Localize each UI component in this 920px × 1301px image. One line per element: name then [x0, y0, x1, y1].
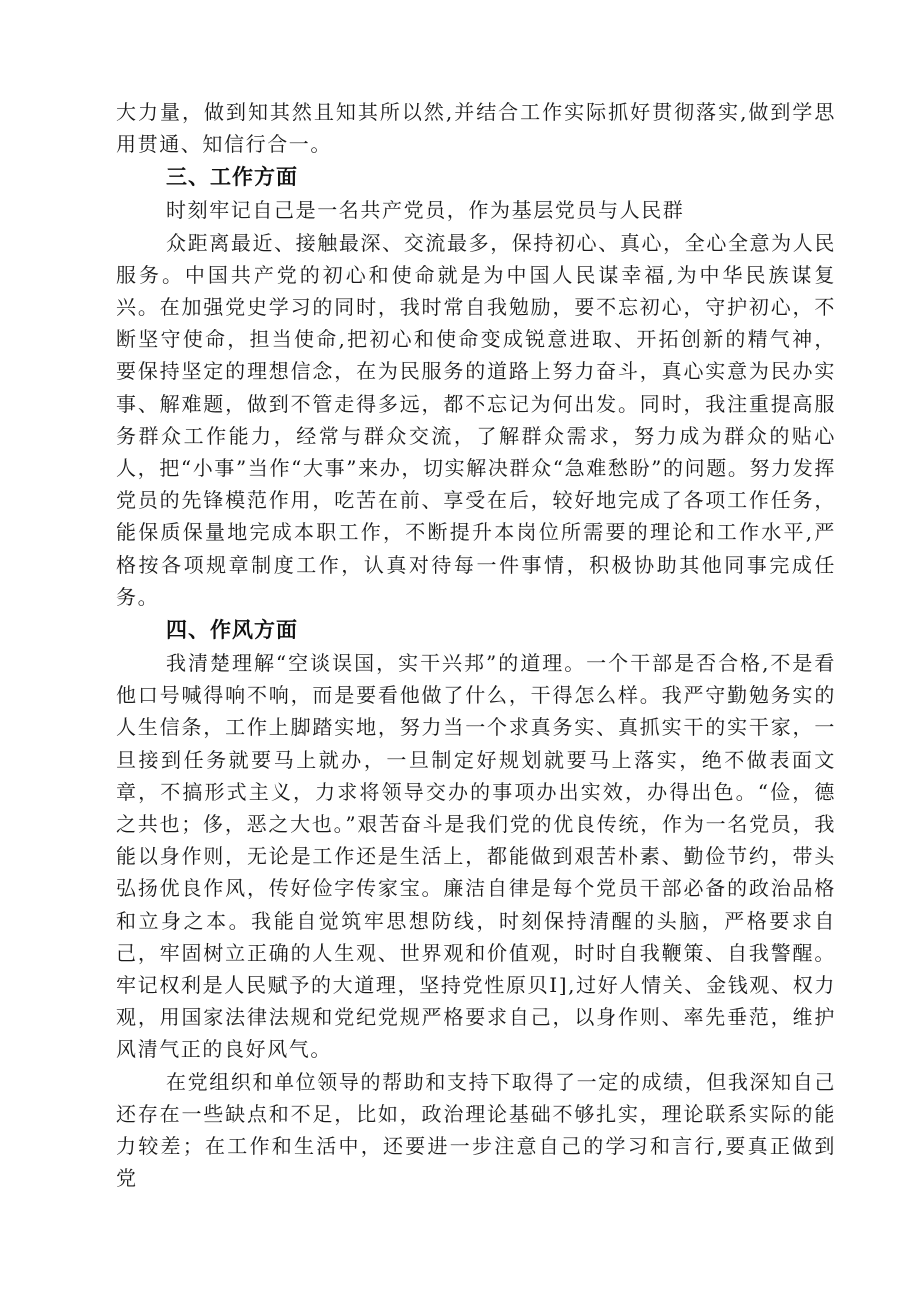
document-page	[116, 96, 836, 1195]
paragraph-work-intro: 时刻牢记自己是一名共产党员，作为基层党员与人民群	[166, 198, 685, 223]
section-heading-work: 三、工作方面	[166, 165, 298, 190]
paragraph-shortcomings: 在党组织和单位领导的帮助和支持下取得了一定的成绩，但我深知自己还存在一些缺点和不足，比如，政治理论基础不够扎实，理论联系实际的能力较差；在工作和生活中，还要进一步注意自己的学习和言行,要真正做到党	[116, 1069, 836, 1191]
paragraph-style-body: 我清楚理解“空谈误国，实干兴邦”的道理。一个干部是否合格,不是看他口号喊得响不响，而是要看他做了什么，干得怎么样。我严守勤勉务实的人生信条，工作上脚踏实地，努力当一个求真务实、真抓实干的实干家，一旦接到任务就要马上就办，一旦制定好规划就要马上落实，绝不做表面文章，不搞形式主义，力求将领导交办的事项办出实效，办得出色。“俭，德之共也；侈，恶之大也。”艰苦奋斗是我们党的优良传统，作为一名党员，我能以身作则，无论是工作还是生活上，都能做到艰苦朴素、勤俭节约，带头弘扬优良作风，传好俭字传家宝。廉洁自律是每个党员干部必备的政治品格和立身之本。我能自觉筑牢思想防线，时刻保持清醒的头脑，严格要求自己，牢固树立正确的人生观、世界观和价值观，时时自我鞭策、自我警醒。牢记权利是人民赋予的大道理，坚持党性原贝I],过好人情关、金钱观、权力观，用国家法律法规和党纪党规严格要求自己，以身作则、率先垂范，维护风清气正的良好风气。	[116, 651, 836, 1062]
section-heading-style: 四、作风方面	[166, 618, 298, 643]
paragraph-continuation: 大力量，做到知其然且知其所以然,并结合工作实际抓好贯彻落实,做到学思用贯通、知信行合一。	[116, 100, 836, 157]
paragraph-work-body: 众距离最近、接触最深、交流最多，保持初心、真心，全心全意为人民服务。中国共产党的初心和使命就是为中国人民谋幸福,为中华民族谋复兴。在加强党史学习的同时，我时常自我勉励，要不忘初心，守护初心，不断坚守使命，担当使命,把初心和使命变成锐意进取、开拓创新的精气神，要保持坚定的理想信念，在为民服务的道路上努力奋斗，真心实意为民办实事、解难题，做到不管走得多远，都不忘记为何出发。同时，我注重提高服务群众工作能力，经常与群众交流，了解群众需求，努力成为群众的贴心人，把“小事”当作“大事”来办，切实解决群众“急难愁盼”的问题。努力发挥党员的先锋模范作用，吃苦在前、享受在后，较好地完成了各项工作任务，能保质保量地完成本职工作，不断提升本岗位所需要的理论和工作水平,严格按各项规章制度工作，认真对待每一件事情，积极协助其他同事完成任务。	[116, 230, 836, 609]
